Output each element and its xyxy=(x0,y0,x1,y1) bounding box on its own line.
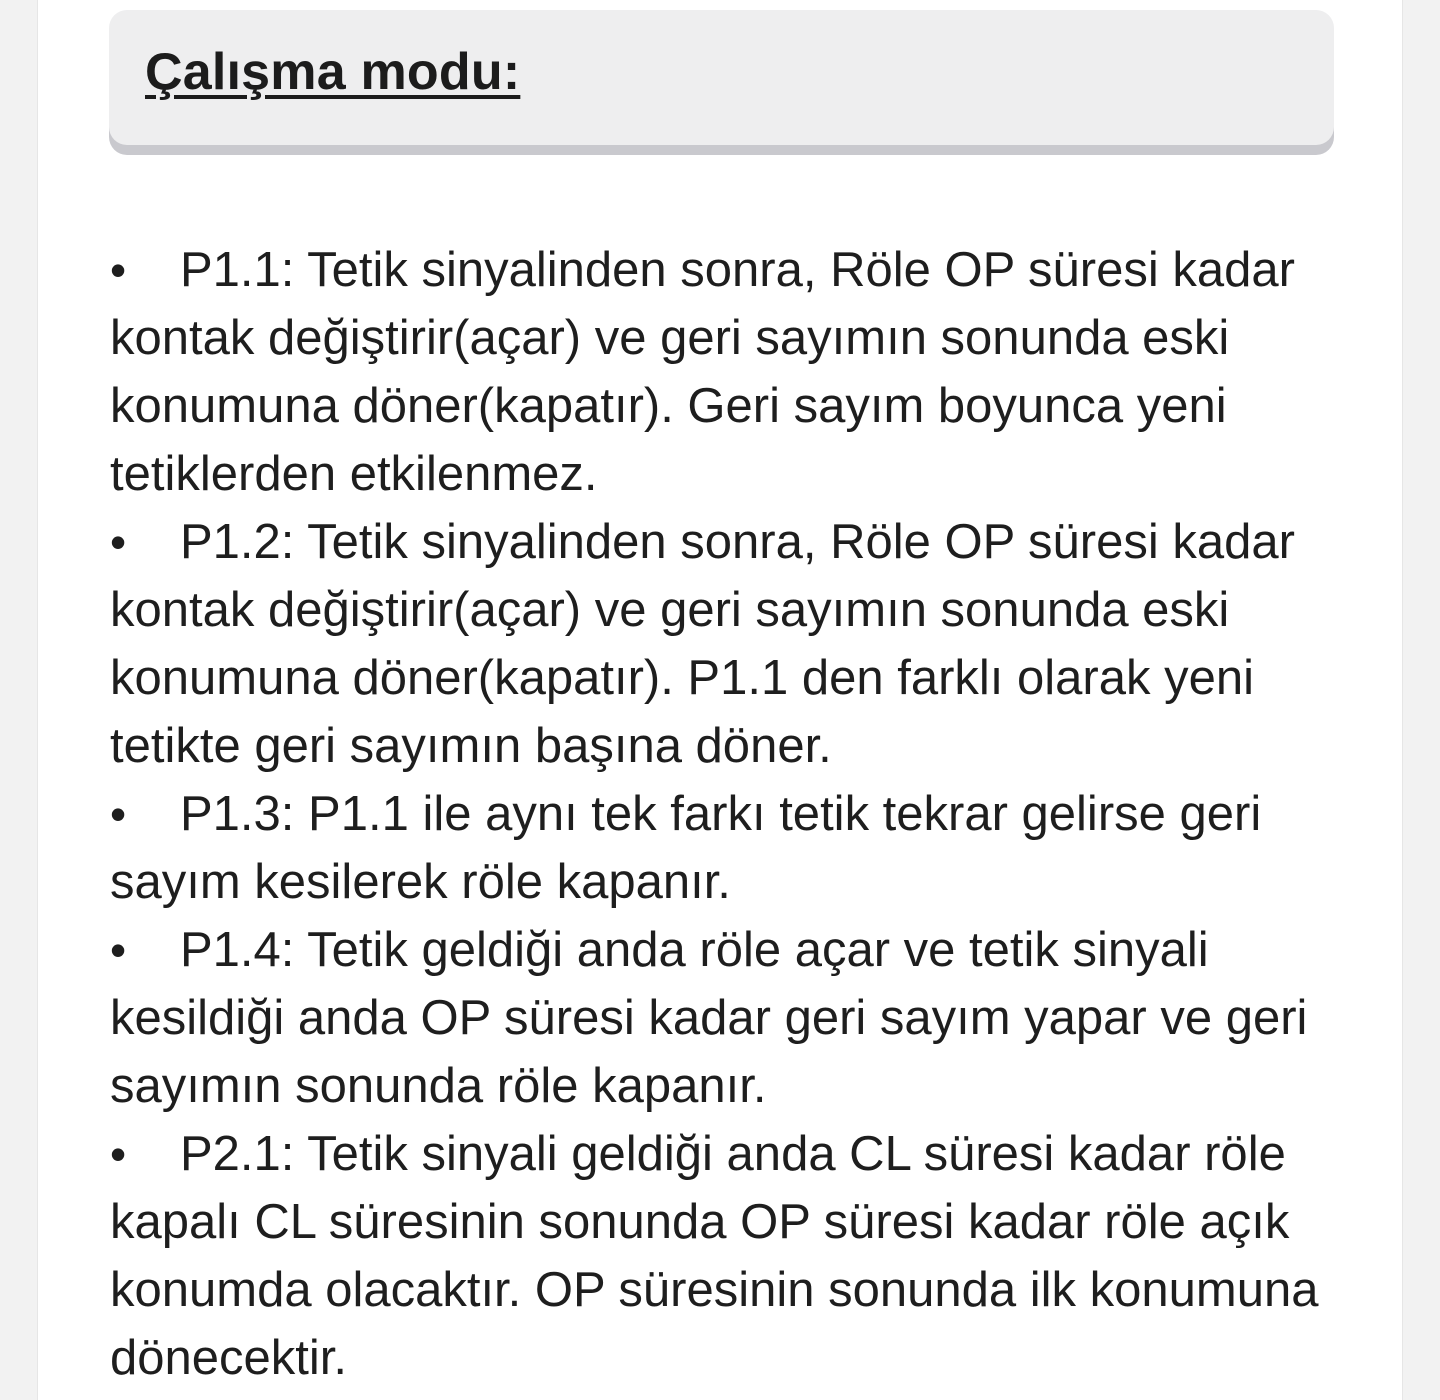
list-item xyxy=(110,780,1340,916)
section-header xyxy=(109,10,1334,145)
mode-text: P1.2: Tetik sinyalinden sonra, Röle OP süresi kadar kontak değiştirir(açar) ve geri sayımın sonunda eski konumuna döner(kapatır). P1.1 den farklı olarak yeni tetikte geri sayımın başına döner. xyxy=(110,515,1295,773)
list-item xyxy=(110,916,1340,1120)
list-item xyxy=(110,508,1340,780)
list-item xyxy=(110,236,1340,508)
section-title: Çalışma modu: xyxy=(145,43,521,101)
bullet-icon: • xyxy=(110,244,127,296)
list-item xyxy=(110,1120,1340,1392)
mode-text: P1.4: Tetik geldiği anda röle açar ve tetik sinyali kesildiği anda OP süresi kadar geri sayım yapar ve geri sayımın sonunda röle kapanır. xyxy=(110,923,1308,1113)
mode-text: P1.1: Tetik sinyalinden sonra, Röle OP süresi kadar kontak değiştirir(açar) ve geri sayımın sonunda eski konumuna döner(kapatır). Geri sayım boyunca yeni tetiklerden etkilenmez. xyxy=(110,243,1295,501)
bullet-icon: • xyxy=(110,516,127,568)
bullet-icon: • xyxy=(110,1128,127,1180)
modes-list xyxy=(110,236,1340,1392)
bullet-icon: • xyxy=(110,924,127,976)
mode-text: P1.3: P1.1 ile aynı tek farkı tetik tekrar gelirse geri sayım kesilerek röle kapanır. xyxy=(110,787,1262,909)
mode-text: P2.1: Tetik sinyali geldiği anda CL süresi kadar röle kapalı CL süresinin sonunda OP süresi kadar röle açık konumda olacaktır. OP süresinin sonunda ilk konumuna dönecektir. xyxy=(110,1127,1319,1385)
bullet-icon: • xyxy=(110,788,127,840)
